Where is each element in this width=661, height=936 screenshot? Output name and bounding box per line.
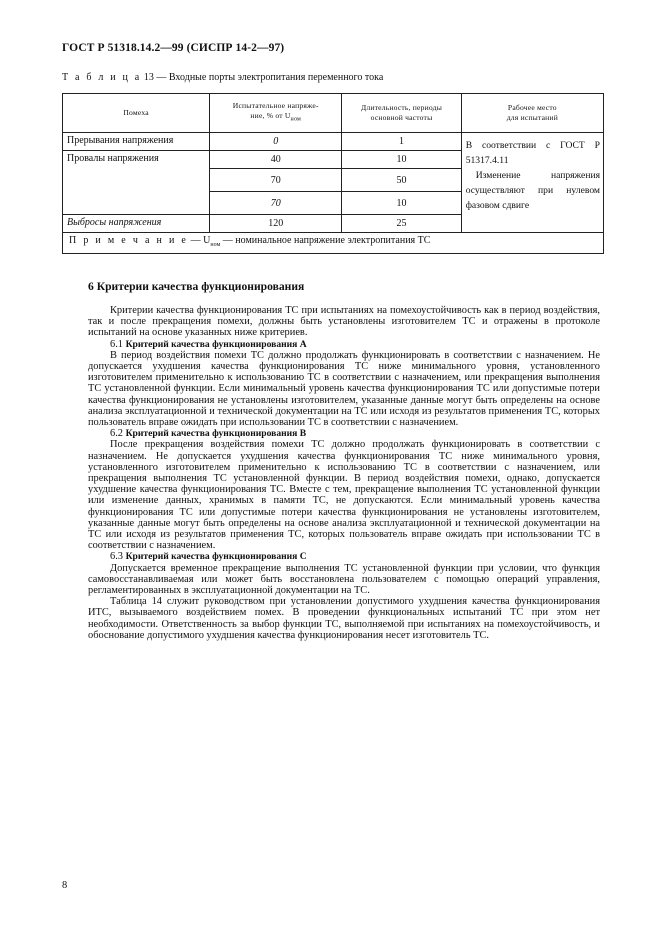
subsection-b-number: 6.2 bbox=[110, 428, 126, 440]
table-cell-duration: 10 bbox=[342, 151, 461, 169]
subsection-c-title: Критерий качества функционирования С bbox=[125, 551, 307, 563]
header-duration-line1: Длительность, периоды bbox=[361, 103, 443, 112]
subsection-b-title: Критерий качества функционирования В bbox=[125, 428, 307, 440]
subsection-c-text: Допускается временное прекращение выполнения ТС установленной функции при условии, что функция самовосстанавливаемая или может быть восстановлена пользователем с помощью операций управления, регламентированных в эксплуатационной документации на ТС. bbox=[88, 562, 600, 597]
table-cell-duration: 25 bbox=[342, 215, 461, 233]
section-final-paragraph: Таблица 14 служит руководством при установлении допустимого ухудшения качества функционирования ИТС, вызываемого воздействием помех. В проведении функциональных испытаний ТС при этом нет необходимости. Ответственность за выбор функции ТС, выполняемой при испытаниях на помехоустойчивость, и обоснование допустимого ухудшения качества функционирования несет изготовитель ТС. bbox=[88, 596, 600, 641]
header-workplace-line1: Рабочее место bbox=[507, 103, 557, 112]
table-note-sub: ном bbox=[210, 242, 221, 248]
subsection-c-number: 6.3 bbox=[110, 551, 126, 563]
table-header-row bbox=[63, 94, 604, 133]
table-cell-duration: 50 bbox=[342, 169, 461, 192]
subsection-a-title: Критерий качества функционирования А bbox=[125, 338, 307, 350]
table-cell-phenomenon: Провалы напряжения bbox=[63, 151, 210, 215]
header-test-level-line2: ние, % от U bbox=[250, 111, 291, 121]
subsection-a-number: 6.1 bbox=[110, 338, 126, 350]
table-cell-duration: 10 bbox=[342, 192, 461, 215]
table-note-text: — номинальное напряжение электропитания ТС bbox=[220, 235, 431, 246]
section-body bbox=[88, 305, 600, 641]
workplace-standard-ref: В соответствии с ГОСТ Р 51317.4.11 bbox=[465, 140, 600, 166]
table-cell-level: 0 bbox=[210, 133, 342, 151]
table-note-dash: — U bbox=[188, 235, 211, 246]
subsection-a-heading bbox=[88, 339, 600, 350]
subsection-b-heading bbox=[88, 428, 600, 439]
table-note-row bbox=[63, 233, 604, 254]
table-cell-level: 40 bbox=[210, 151, 342, 169]
subsection-b-text: После прекращения воздействия помехи ТС должно продолжать функционировать в соответствии с назначением. Не допускается ухудшения качества функционирования ТС ниже минимального уровня, установленного изготовителем применительно к использованию ТС в соответствии с назначением, или прекращения выполнения ТС установленной функции. В период воздействия помехи, однако, допускается ухудшение качества функционирования ТС. Вместе с тем, прекращение выполнения ТС установленной функции или изменение данных, хранимых в памяти ТС, не допускаются. Если минимальный уровень качества функционирования ТС или допустимые потери качества функционирования не установлены изготовителем, указанные данные могут быть определены на основе анализа эксплуатационной и технической документации на ТС или исходя из результатов применения ТС, которых пользователь вправе ожидать при использовании ТС в соответствии с назначением. bbox=[88, 439, 600, 552]
page-number: 8 bbox=[62, 880, 68, 891]
table-caption-prefix: Т а б л и ц а bbox=[62, 72, 142, 83]
subsection-a-text: В период воздействия помехи ТС должно продолжать функционировать в соответствии с назначением. Не допускается ухудшения качества функционирования ТС ниже минимального уровня, установленного изготовителем применительно к использованию ТС в соответствии с назначением, или прекращения выполнения ТС установленной функции. Если минимальный уровень качества функционирования ТС или допустимые потери качества функционирования не установлены изготовителем, указанные данные могут быть определены на основе анализа эксплуатационной и технической документации на ТС или исходя из результатов применения ТС, которых пользователь вправе ожидать при использовании ТС в соответствии с назначением. bbox=[88, 349, 600, 429]
table-cell-phenomenon: Выбросы напряжения bbox=[63, 215, 210, 233]
table-note bbox=[63, 233, 604, 254]
table-cell-workplace bbox=[461, 133, 603, 233]
document-header: ГОСТ Р 51318.14.2—99 (СИСПР 14-2—97) bbox=[62, 42, 285, 54]
table-cell-level: 120 bbox=[210, 215, 342, 233]
header-duration bbox=[342, 94, 461, 133]
header-workplace-line2: для испытаний bbox=[506, 113, 558, 122]
header-phenomenon: Помеха bbox=[63, 94, 210, 133]
header-workplace bbox=[461, 94, 603, 133]
table-cell-level: 70 bbox=[210, 169, 342, 192]
table-caption bbox=[62, 72, 383, 83]
header-test-level-sub: ном bbox=[290, 116, 302, 123]
header-test-level-line1: Испытательное напряже- bbox=[232, 101, 319, 111]
table-note-prefix: П р и м е ч а н и е bbox=[69, 235, 189, 246]
header-test-level bbox=[210, 94, 342, 133]
table-cell-level: 70 bbox=[210, 192, 342, 215]
table-row bbox=[63, 133, 604, 151]
subsection-c-heading bbox=[88, 551, 600, 562]
input-ports-table bbox=[62, 93, 604, 254]
table-caption-text: 13 — Входные порты электропитания переменного тока bbox=[141, 72, 384, 83]
table-cell-phenomenon: Прерывания напряжения bbox=[63, 133, 210, 151]
section-intro: Критерии качества функционирования ТС при испытаниях на помехоустойчивость как в период воздействия, так и после прекращения помехи, должны быть установлены изготовителем ТС и отражены в протоколе испытаний на основе указанных ниже критериев. bbox=[88, 305, 600, 339]
section-title: 6 Критерии качества функционирования bbox=[88, 280, 305, 293]
workplace-phase-note: Изменение напряжения осуществляют при нулевом фазовом сдвиге bbox=[465, 170, 600, 211]
table-cell-duration: 1 bbox=[342, 133, 461, 151]
header-duration-line2: основной частоты bbox=[370, 113, 433, 122]
